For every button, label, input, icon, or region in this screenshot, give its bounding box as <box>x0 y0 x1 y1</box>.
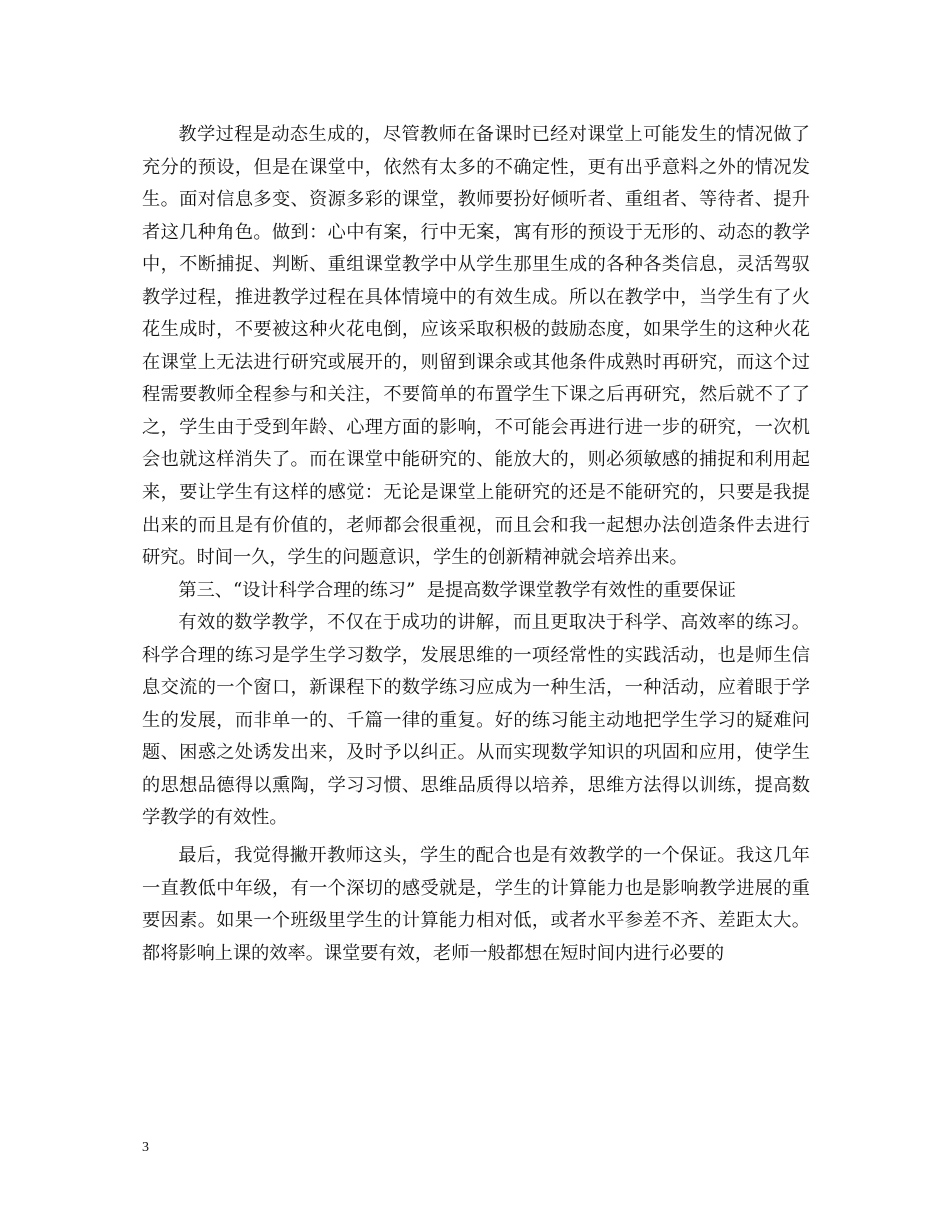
section-heading-practice: 第三、“设计科学合理的练习” 是提高数学课堂教学有效性的重要保证 <box>178 579 736 601</box>
page-number: 3 <box>142 1140 149 1155</box>
paragraph-effective-practice: 有效的数学教学，不仅在于成功的讲解，而且更取决于科学、高效率的练习。科学合理的练习是学生学习数学，发展思维的一项经常性的实践活动，也是师生信息交流的一个窗口，新课程下的数学练习应成为一种生活，一种活动，应着眼于学生的发展，而非单一的、千篇一律的重复。好的练习能主动地把学生学习的疑难问题、困惑之处诱发出来，及时予以纠正。从而实现数学知识的巩固和应用，使学生的思想品德得以熏陶，学习习惯、思维品质得以培养，思维方法得以训练，提高数学教学的有效性。 <box>142 612 810 829</box>
paragraph-teaching-process: 教学过程是动态生成的，尽管教师在备课时已经对课堂上可能发生的情况做了充分的预设，但是在课堂中，依然有太多的不确定性，更有出乎意料之外的情况发生。面对信息多变、资源多彩的课堂，教师要扮好倾听者、重组者、等待者、提升者这几种角色。做到：心中有案，行中无案，寓有形的预设于无形的、动态的教学中，不断捕捉、判断、重组课堂教学中从学生那里生成的各种各类信息，灵活驾驭教学过程，推进教学过程在具体情境中的有效生成。所以在教学中，当学生有了火花生成时，不要被这种火花电倒，应该采取积极的鼓励态度，如果学生的这种火花在课堂上无法进行研究或展开的，则留到课余或其他条件成熟时再研究，而这个过程需要教师全程参与和关注，不要简单的布置学生下课之后再研究，然后就不了了之，学生由于受到年龄、心理方面的影响，不可能会再进行进一步的研究，一次机会也就这样消失了。而在课堂中能研究的、能放大的，则必须敏感的捕捉和利用起来，要让学生有这样的感觉：无论是课堂上能研究的还是不能研究的，只要是我提出来的而且是有价值的，老师都会很重视，而且会和我一起想办法创造条件去进行研究。时间一久，学生的问题意识，学生的创新精神就会培养出来。 <box>142 124 810 569</box>
document-body <box>142 119 810 970</box>
paragraph-student-cooperation: 最后，我觉得撇开教师这头，学生的配合也是有效教学的一个保证。我这几年一直教低中年级，有一个深切的感受就是，学生的计算能力也是影响教学进展的重要因素。如果一个班级里学生的计算能力相对低，或者水平参差不齐、差距太大。都将影响上课的效率。课堂要有效，老师一般都想在短时间内进行必要的 <box>142 845 810 964</box>
